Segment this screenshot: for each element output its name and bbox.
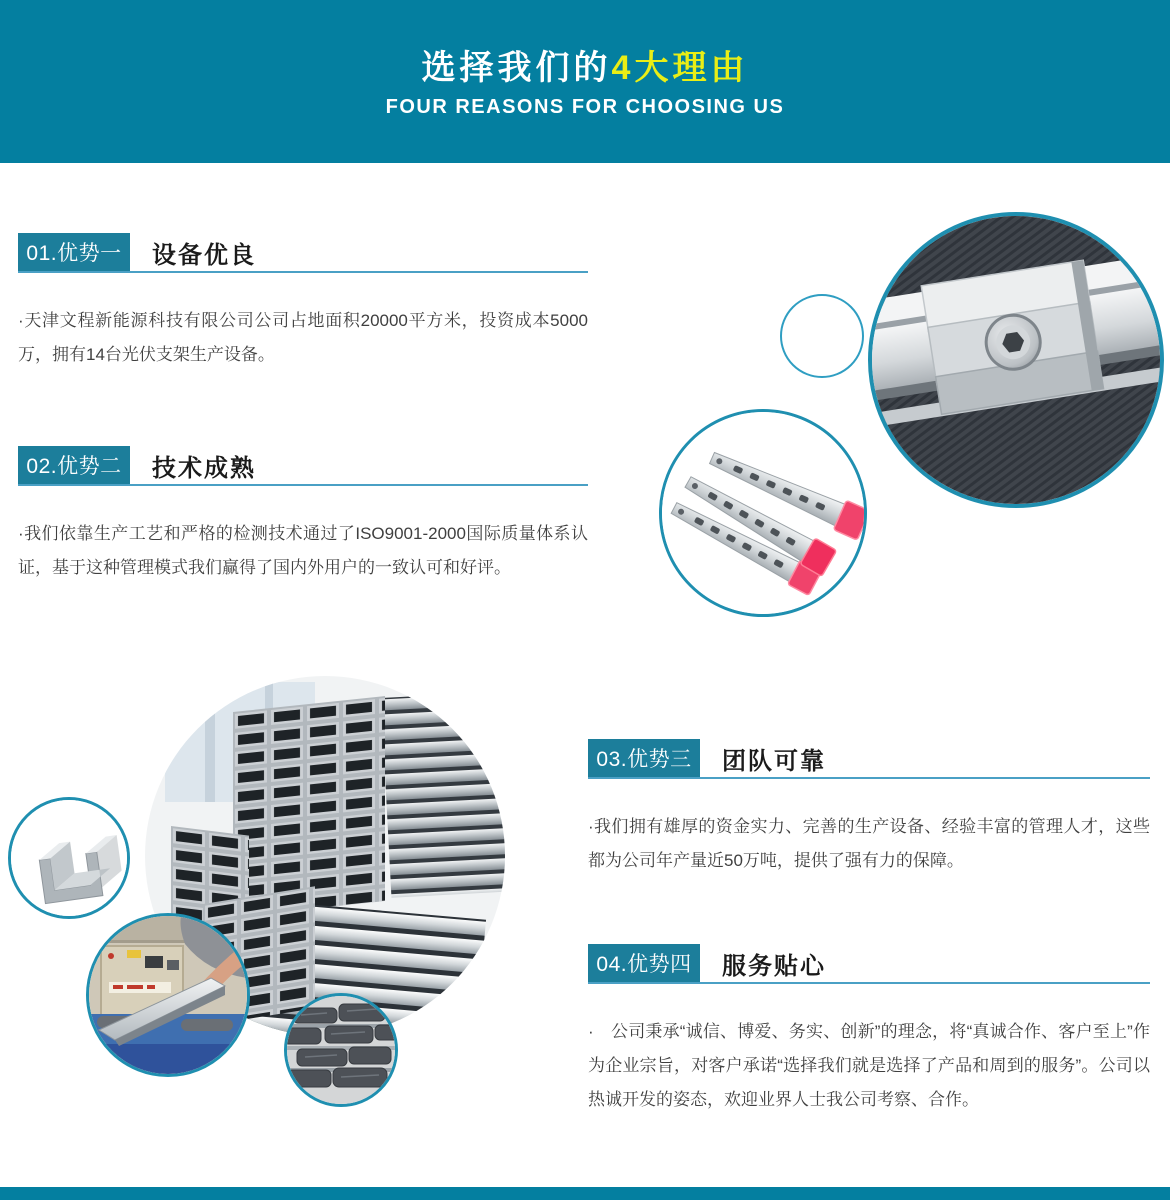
advantage-3-text: ·我们拥有雄厚的资金实力、完善的生产设备、经验丰富的管理人才，这些都为公司年产量近50万吨，提供了强有力的保障。: [588, 817, 1150, 870]
page-title-highlight: 4大理由: [611, 49, 749, 87]
production-machine-illustration: [89, 916, 247, 1074]
advantage-section-2: [18, 446, 588, 585]
decorative-outline-circle: [780, 294, 864, 378]
page-title: [0, 0, 1170, 88]
advantage-1-text: ·天津文程新能源科技有限公司公司占地面积20000平方米，投资成本5000万，拥有14台光伏支架生产设备。: [18, 311, 588, 364]
packed-steel-photo: [284, 993, 398, 1107]
advantage-4-title: 服务贴心: [722, 952, 826, 980]
solar-rail-clamp-illustration: [872, 216, 1160, 504]
u-channel-steel-photo: [8, 797, 130, 919]
advantage-2-title: 技术成熟: [152, 454, 256, 482]
page-subtitle: FOUR REASONS FOR CHOOSING US: [385, 96, 785, 118]
production-machine-photo: [86, 913, 250, 1077]
advantage-section-3: [588, 739, 1150, 878]
hero-banner: [0, 0, 1170, 163]
advantage-1-badge: 01.优势一: [18, 233, 130, 271]
advantage-section-1: [18, 233, 588, 372]
advantage-4-text: · 公司秉承“诚信、博爱、务实、创新”的理念，将“真诚合作、客户至上”作为企业宗旨，对客户承诺“选择我们就是选择了产品和周到的服务”。公司以热诚开发的姿态，欢迎业界人士我公司考察、合作。: [588, 1022, 1150, 1109]
advantage-2-header: [18, 446, 588, 486]
advantage-3-title: 团队可靠: [722, 747, 826, 775]
advantage-2-badge: 02.优势二: [18, 446, 130, 484]
advantage-2-text: ·我们依靠生产工艺和严格的检测技术通过了ISO9001-2000国际质量体系认证，基于这种管理模式我们赢得了国内外用户的一致认可和好评。: [18, 524, 588, 577]
advantage-section-4: [588, 944, 1150, 1117]
advantage-4-header: [588, 944, 1150, 984]
slotted-brackets-photo: [659, 409, 867, 617]
advantage-4-badge: 04.优势四: [588, 944, 700, 982]
footer-accent-strip: [0, 1187, 1170, 1200]
page-title-main: 选择我们的: [421, 49, 612, 87]
u-channel-illustration: [11, 800, 127, 916]
advantage-1-title: 设备优良: [152, 241, 256, 269]
slotted-brackets-illustration: [662, 412, 864, 614]
advantage-1-header: [18, 233, 588, 273]
advantage-3-badge: 03.优势三: [588, 739, 700, 777]
solar-rail-clamp-photo: [868, 212, 1164, 508]
packed-steel-illustration: [287, 996, 395, 1104]
advantage-3-header: [588, 739, 1150, 779]
